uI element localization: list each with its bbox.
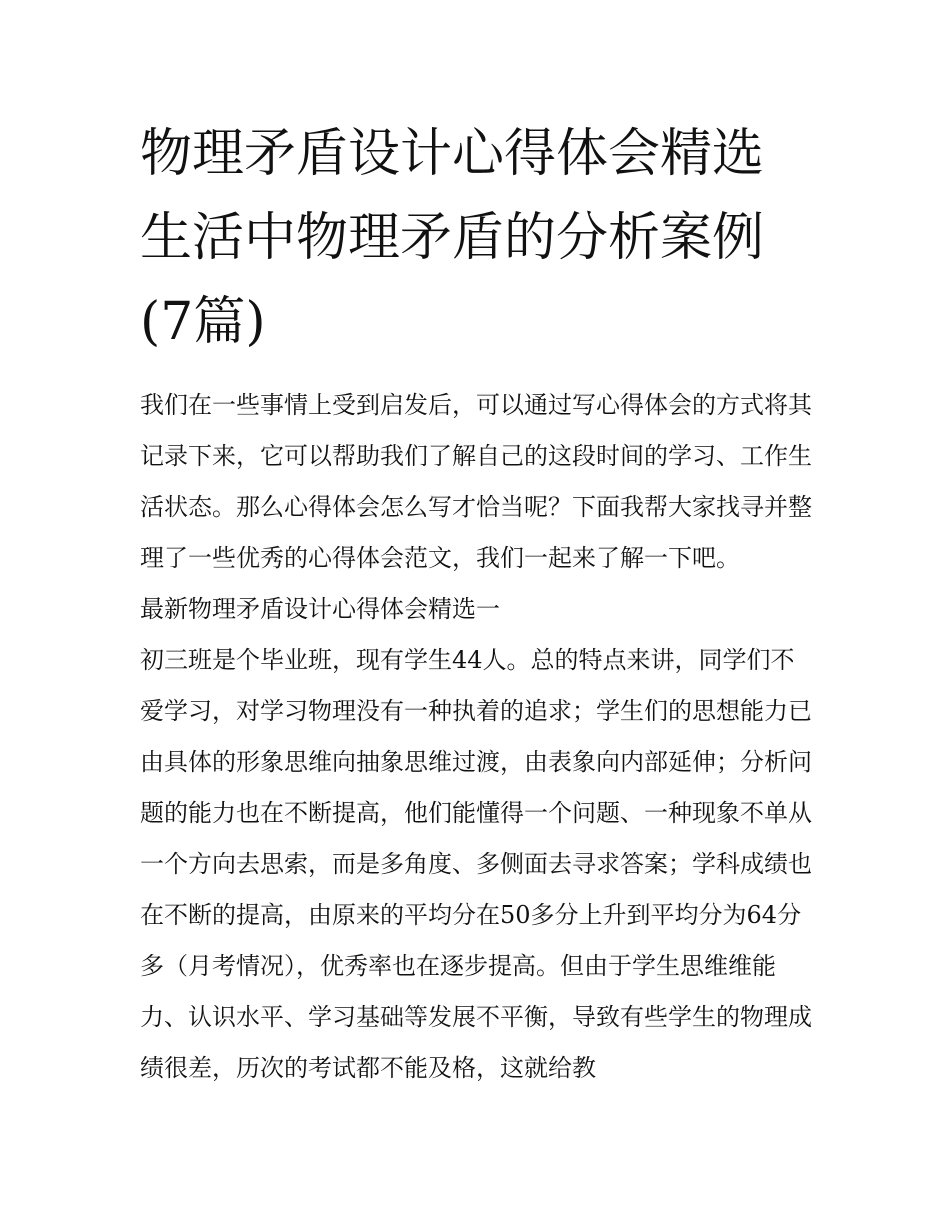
intro-paragraph: 我们在一些事情上受到启发后，可以通过写心得体会的方式将其记录下来，它可以帮助我们了解自己的这段时间的学习、工作生活状态。那么心得体会怎么写才恰当呢？下面我帮大家找寻并整理了一些优秀的心得体会范文，我们一起来了解一下吧。 (140, 391, 812, 572)
document-title: 物理矛盾设计心得体会精选 生活中物理矛盾的分析案例(7篇) (140, 124, 765, 352)
section-body-paragraph: 初三班是个毕业班，现有学生44人。总的特点来讲，同学们不爱学习，对学习物理没有一种执着的追求；学生们的思想能力已由具体的形象思维向抽象思维过渡，由表象向内部延伸；分析问题的能力也在不断提高，他们能懂得一个问题、一种现象不单从一个方向去思索，而是多角度、多侧面去寻求答案；学科成绩也在不断的提高，由原来的平均分在50多分上升到平均分为64分多（月考情况），优秀率也在逐步提高。但由于学生思维维能力、认识水平、学习基础等发展不平衡，导致有些学生的物理成绩很差，历次的考试都不能及格，这就给教 (140, 646, 812, 1082)
document-content (140, 112, 815, 1094)
section-heading: 最新物理矛盾设计心得体会精选一 (140, 595, 500, 623)
